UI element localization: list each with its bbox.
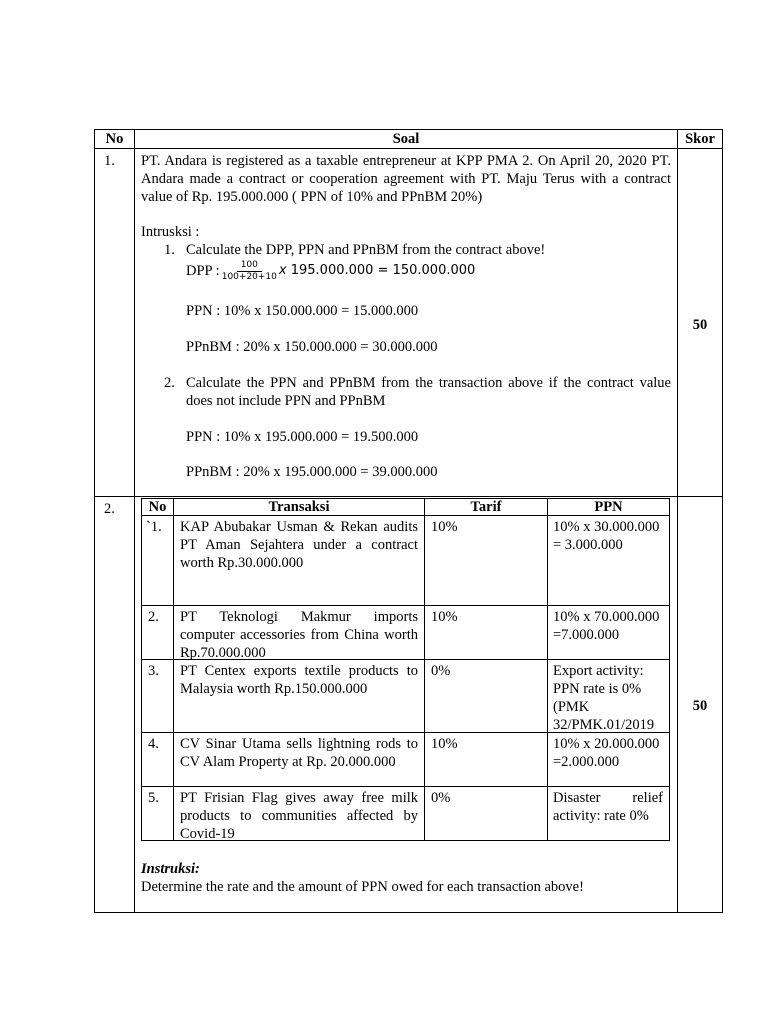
inner-no-divider — [173, 498, 174, 841]
q1-item1-text: Calculate the DPP, PPN and PPnBM from the contract above! — [186, 242, 546, 258]
table-row-2-tarif: 10% — [431, 609, 458, 625]
table-row-1-transaksi: KAP Abubakar Usman & Rekan audits PT Aman Sejahtera under a contract worth Rp.30.000.000 — [180, 519, 418, 571]
outer-bottom-border — [94, 912, 723, 913]
header-no: No — [105, 131, 124, 147]
q2-score: 50 — [692, 698, 708, 714]
q1-instruction-label: Intrusksi : — [141, 224, 200, 240]
dpp-fraction — [222, 260, 277, 283]
dpp-fraction-numerator: 100 — [237, 260, 262, 272]
table-row-2-transaksi: PT Teknologi Makmur imports computer accessories from China worth Rp.70.000.000 — [180, 609, 418, 661]
inner-row4-bottom — [141, 786, 670, 787]
q1-ppnbm-calc-2: PPnBM : 20% x 195.000.000 = 39.000.000 — [186, 464, 438, 480]
table-row-3-transaksi: PT Centex exports textile products to Malaysia worth Rp.150.000.000 — [180, 663, 418, 697]
table-row-3-ppn: Export activity: PPN rate is 0% (PMK 32/PMK.01/2019 — [553, 663, 655, 733]
q1-item2-number: 2. — [164, 375, 175, 391]
dpp-times: x — [278, 263, 287, 278]
q1-item2-text: Calculate the PPN and PPnBM from the transaction above if the contract value does not include PPN and PPnBM — [186, 375, 671, 409]
dpp-fraction-denominator: 100+20+10 — [221, 271, 277, 282]
header-bottom-border — [94, 148, 723, 149]
table-row-5-no: 5. — [148, 790, 159, 806]
table-row-5-ppn: Disaster relief activity: rate 0% — [553, 790, 663, 824]
header-skor: Skor — [685, 131, 715, 147]
inner-left-border — [141, 498, 142, 841]
table-row-5-transaksi: PT Frisian Flag gives away free milk products to communities affected by Covid-19 — [180, 790, 418, 842]
inner-tarif-divider — [547, 498, 548, 841]
dpp-result: 195.000.000 = 150.000.000 — [286, 263, 476, 278]
outer-right-border — [722, 129, 723, 913]
inner-right-border — [669, 498, 670, 841]
q1-dpp-formula — [186, 256, 475, 286]
q2-number: 2. — [104, 501, 115, 517]
row1-bottom-border — [94, 496, 723, 497]
table-row-4-ppn: 10% x 20.000.000 =2.000.000 — [553, 736, 660, 770]
table-row-1-tarif: 10% — [431, 519, 458, 535]
header-soal: Soal — [392, 131, 420, 147]
table-row-1-no: `1. — [146, 519, 162, 535]
q1-ppn-calc-2: PPN : 10% x 195.000.000 = 19.500.000 — [186, 429, 419, 445]
table-row-1-ppn: 10% x 30.000.000 = 3.000.000 — [553, 519, 660, 553]
q1-ppn-calc-1: PPN : 10% x 150.000.000 = 15.000.000 — [186, 303, 419, 319]
table-row-4-no: 4. — [148, 736, 159, 752]
inner-transaksi-divider — [424, 498, 425, 841]
q1-paragraph: PT. Andara is registered as a taxable entrepreneur at KPP PMA 2. On April 20, 2020 PT. Andara made a contract or cooperation agreement with PT. Maju Terus with a contract value of Rp. 195.000.000 ( PPN of 10% and PPnBM 20%) — [141, 153, 671, 205]
table-row-2-ppn: 10% x 70.000.000 =7.000.000 — [553, 609, 660, 643]
q1-number: 1. — [104, 153, 115, 169]
table-row-4-transaksi: CV Sinar Utama sells lightning rods to CV Alam Property at Rp. 20.000.000 — [180, 736, 418, 770]
table-row-2-no: 2. — [148, 609, 159, 625]
q1-score: 50 — [692, 317, 708, 333]
q1-item1-number: 1. — [164, 242, 175, 258]
inner-header-transaksi: Transaksi — [268, 499, 330, 515]
outer-left-border — [94, 129, 95, 913]
no-col-divider — [134, 129, 135, 913]
inner-row1-bottom — [141, 605, 670, 606]
dpp-label: DPP : — [186, 263, 220, 279]
table-row-5-tarif: 0% — [431, 790, 451, 806]
q1-ppnbm-calc-1: PPnBM : 20% x 150.000.000 = 30.000.000 — [186, 339, 438, 355]
skor-col-divider — [677, 129, 678, 913]
inner-header-ppn: PPN — [594, 499, 623, 515]
q2-instruction-text: Determine the rate and the amount of PPN owed for each transaction above! — [141, 879, 584, 895]
table-row-4-tarif: 10% — [431, 736, 458, 752]
table-row-3-tarif: 0% — [431, 663, 451, 679]
inner-header-no: No — [148, 499, 167, 515]
table-row-3-no: 3. — [148, 663, 159, 679]
q2-instruction-label: Instruksi: — [141, 861, 200, 877]
inner-header-tarif: Tarif — [470, 499, 502, 515]
